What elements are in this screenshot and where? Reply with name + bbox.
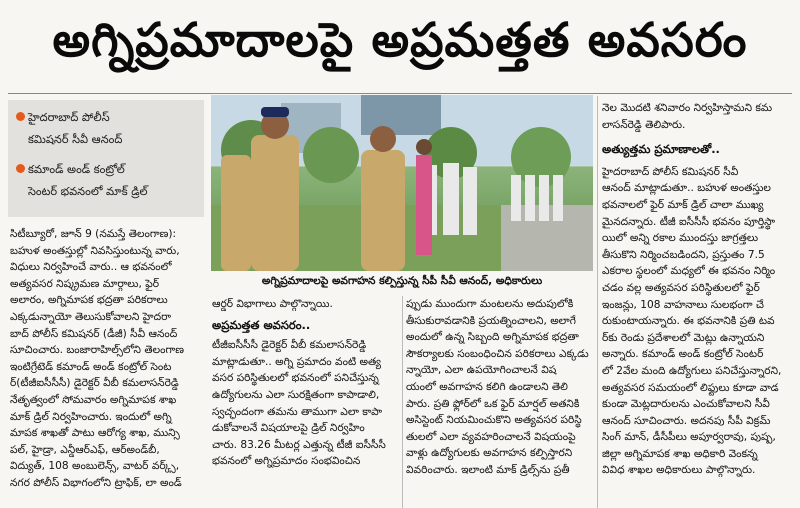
column-2-text-b [212,337,400,470]
article-line: లాసన్‌రెడ్డి తెలిపారు. [602,118,686,131]
article-line: ఇంటిగ్రేటెడ్ కమాండ్ అండ్ కంట్రోల్ సెంట [10,360,172,373]
column-3 [406,296,596,508]
highlight-line: సెంటర్ భవనంలో మాక్ డ్రిల్ [28,185,148,198]
article-line: నగర పోలీస్ విభాగంలోని ట్రాఫిక్, లా అండ్ [10,476,182,489]
subhead-best-standards: అత్యుత్తమ ప్రమాణాలతో.. [602,142,720,157]
event-photo [211,95,593,271]
bullet-icon [16,112,25,121]
article-line: భవనంలో అగ్నిప్రమాదం సంభవించిన [212,455,361,468]
article-line: వసర పరిస్థితులలో భవనంలో పనిచేస్తున్న [212,372,379,385]
article-line: టీజీఐసీసీసీ డైరెక్టర్ వీబీ కమలాసన్‌రెడ్డి [212,339,367,352]
article-line: సూచించారు. బంజారాహిల్స్‌లోని తెలంగాణ [10,344,184,357]
article-line: అన్నారు. కమాండ్ అండ్ కంట్రోల్ సెంటర్ [602,348,764,361]
column-divider [597,96,598,508]
article-line: కుండా మెట్లదారులను ఎంచుకోవాలని సీవీ [602,398,770,411]
article-line: ఎకరాల స్థలంలో మధ్యలో ఈ భవనం నిర్మిం [602,265,776,278]
article-line: ఆనంద్ మాట్లాడుతూ.. బహుళ అంతస్తుల [602,182,771,195]
article-line: చారు. 83.26 మీటర్ల ఎత్తున్న టీజీ ఐసీసీసీ [212,438,386,451]
highlight-line: కమిషనర్ సీవీ ఆనంద్ [28,133,123,146]
article-line: పారు. ప్రతి ఫ్లోర్‌లో ఒక ఫైర్ మార్షల్ అతనికి [406,397,580,410]
article-line: యంలో అవగాహన కలిగి ఉండాలని తెలి [406,380,568,393]
article-line: రుకుంటాయన్నారు. ఈ భవనానికి ప్రతి టవ [602,315,775,328]
headline-rule [8,93,792,94]
column-3-text [406,296,596,479]
article-line: విద్యుత్, 108 అంబులెన్స్, వాటర్ వర్క్స్, [10,460,180,473]
column-4 [602,100,796,508]
article-line: మాక్ డ్రిల్ నిర్వహించారు. ఇందులో అగ్ని [10,410,172,423]
article-line: పల్, హైడ్రా, ఎన్డీఆర్ఎఫ్, ఆర్అండ్‌బీ, [10,443,160,456]
column-divider [402,296,403,508]
article-line: ర్(టీజీఐసీసీసీ) డైరెక్టర్ వీబీ కమలాసన్‌రెడ్డి [10,377,179,390]
article-line: న్నాయో, ఎలా ఉపయోగించాలనే విష [406,364,557,377]
article-line: చడం వల్ల అత్యవసర పరిస్థితులలో ఫైర్ [602,281,760,294]
article-line: నెల మొదటి శనివారం నిర్వహిస్తామని కమ [602,102,773,114]
article-line: అసిస్టెంట్ నియమించుకొని అత్యవసర పరిస్థి [406,414,582,427]
column-4-text-a [602,100,796,133]
column-1 [10,226,206,508]
highlights-box [8,100,204,217]
article-line: తీసుకురావడానికి ప్రయత్నించాలని, అలాగే [406,314,576,327]
column-2-text-a [212,296,400,313]
article-line: ప్పుడు ముందుగా మంటలను అదుపులోకి [406,298,574,310]
article-line: సింగ్ మాన్, డీసీపీలు అపూర్వరావు, పుష్ప, [602,431,776,444]
article-line: సౌకర్యాలకు సంబంధించిన పరికరాలు ఎక్కడు [406,347,589,360]
bullet-icon [16,164,25,173]
column-2 [212,296,400,508]
article-line: స్వచ్ఛందంగా తమను తాముగా ఎలా కాపా [212,405,383,418]
article-line: అత్యవసర నిష్క్రమణ మార్గాలు, ఫైర్ [10,277,160,290]
article-line: సిటీబ్యూరో, జూన్ 9 (నమస్తే తెలంగాణ): [10,228,177,240]
article-line: ఎక్కడున్నాయో తెలుసుకోవాలని హైదరా [10,310,172,323]
article-line: అందులో ఉన్న సిబ్బంది అగ్నిమాపక భద్రతా [406,331,579,344]
article-line: ఆనంద్ సూచించారు. అదనపు సీపీ విక్రమ్ [602,414,771,427]
photo-illustration [211,95,593,271]
article-line: హైదరాబాద్ పోలీస్ కమిషనర్ సీవీ [602,165,739,178]
article-line: బహుళ అంతస్తుల్లో నివసిస్తుంటున్న వారు, [10,244,180,257]
article-line: నేతృత్వంలో సోమవారం అగ్నిమాపక శాఖ [10,393,177,406]
article-line: డుకోవాలనే విషయాలపై డ్రిల్ నిర్వహిం [212,422,365,435]
headline: అగ్నిప్రమాదాలపై అప్రమత్తత అవసరం [52,13,748,68]
article-line: మాపక శాఖతో పాటు ఆరోగ్య శాఖ, మున్సి [10,427,180,440]
article-line: తులలో ఎలా వ్యవహరించాలనే విషయంపై [406,430,576,443]
column-4-text-b [602,164,796,479]
article-line: తీసుకొని నిర్మించబడిందని, ప్రస్తుతం 7.5 [602,248,765,261]
highlight-line: హైదరాబాద్ పోలీస్ [28,108,110,127]
article-line: విధులు నిర్వహించే వారు.. ఆ భవనంలో [10,261,172,274]
article-line: యిలో అన్ని రకాల ముందస్తు జాగ్రత్తలు [602,232,758,245]
photo-caption: అగ్నిప్రమాదాలపై అవగాహన కల్పిస్తున్న సీపీ సీవీ ఆనంద్, అధికారులు [261,275,543,287]
article-line: వివరించారు. ఇలాంటి మాక్ డ్రిల్స్‌ను ప్రతీ [406,463,570,476]
article-line: ర్‌కు రెండు ప్రదేశాలలో మెట్లు ఉన్నాయని [602,331,765,344]
article-line: ఆర్డర్ విభాగాలు పాల్గొన్నాయి. [212,298,333,310]
article-line: భవనాలలో ఫైర్ మాక్ డ్రిల్ చాలా ముఖ్య [602,198,764,211]
article-line: మైనదన్నారు. టీజీ ఐసీసీసీ భవనం పూర్తిస్థా [602,215,776,228]
column-1-text [10,226,206,492]
article-line: అత్యవసర సమయంలో లిఫ్టులు కూడా వాడ [602,381,779,394]
article-line: ఇంజన్లు, 108 వాహనాలు సులభంగా చే [602,298,764,311]
article-line: ఉద్యోగులను ఎలా సురక్షితంగా కాపాడాలి, [212,388,380,401]
article-line: జిల్లా అగ్నిమాపక శాఖ అధికారి వెంకన్న [602,447,758,460]
highlight-line: కమాండ్ అండ్ కంట్రోల్ [28,160,125,179]
article-line: మాట్లాడుతూ.. అగ్ని ప్రమాదం వంటి అత్య [212,355,382,368]
article-line: లో 2వేల మంది ఉద్యోగులు పనిచేస్తున్నారని, [602,364,782,377]
article-line: బాద్ పోలీస్ కమిషనర్ (డీజీ) సీవీ ఆనంద్ [10,327,178,340]
article-line: వాళ్లు ఉద్యోగులకు అవగాహన కల్పిస్తారని [406,447,573,460]
subhead-alertness: అప్రమత్తత అవసరం.. [212,317,311,332]
article-line: వివిధ శాఖల అధికారులు పాల్గొన్నారు. [602,464,756,477]
article-line: అలారం, అగ్నిమాపక భద్రతా పరికరాలు [10,294,168,307]
